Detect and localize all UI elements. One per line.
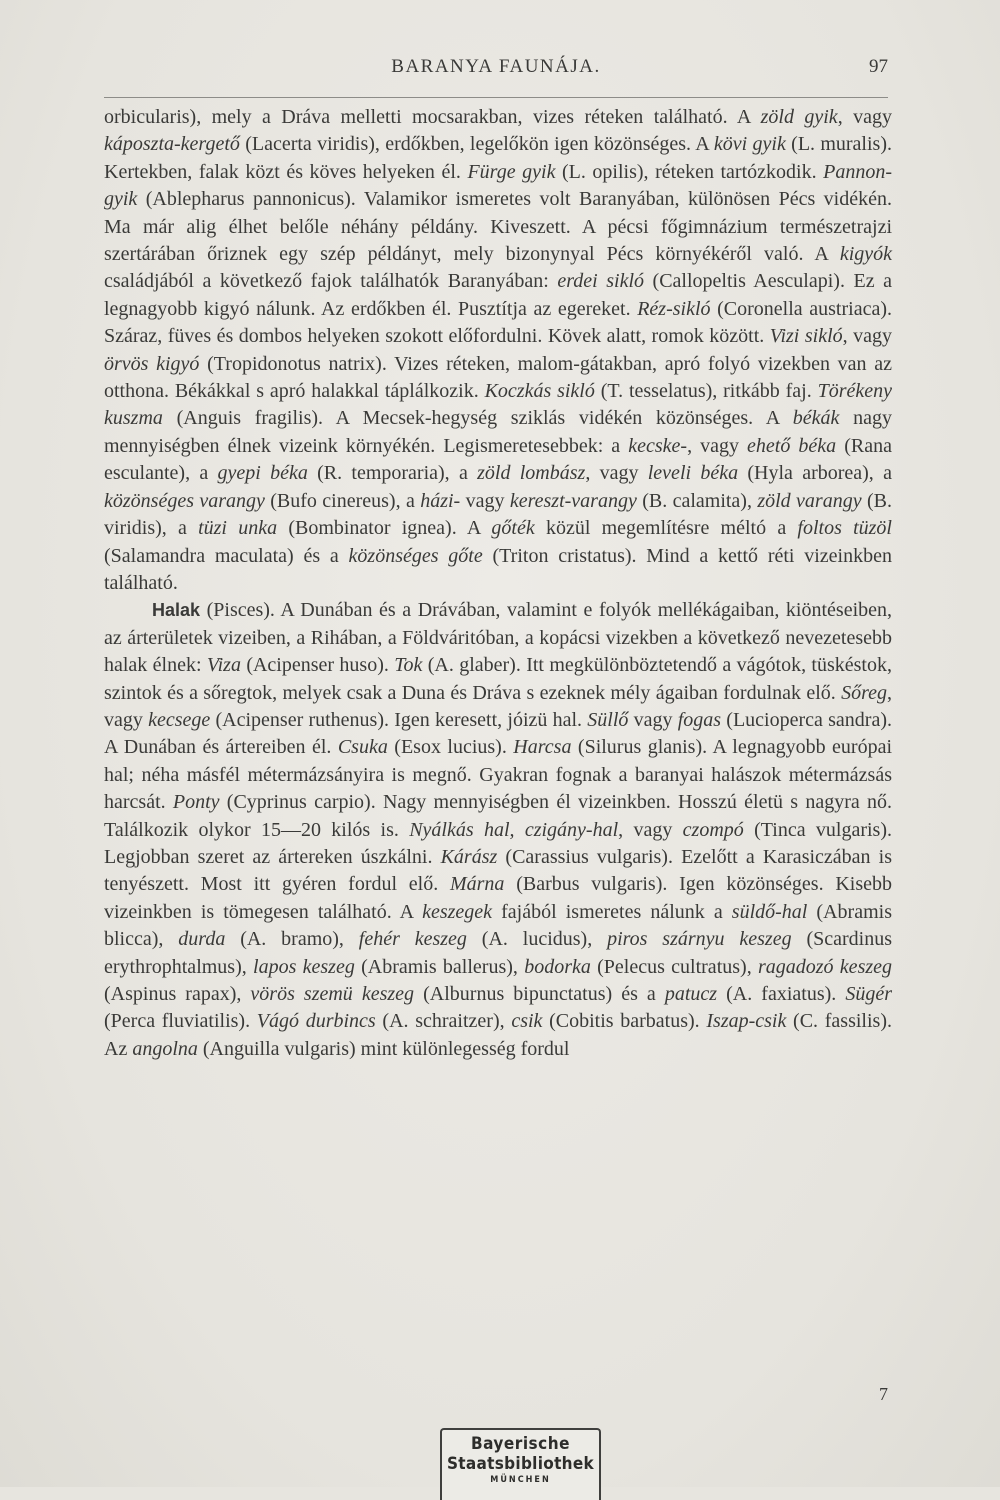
library-stamp [440, 1428, 601, 1500]
signature-mark: 7 [879, 1384, 888, 1404]
paragraph-amphibians-reptiles: orbicularis), mely a Dráva melletti mocsarakban, vizes réteken található. A zöld gyik, vagy káposzta-kergető (Lacerta viridis), erdőkben, legelőkön igen közönséges. A kövi gyik (L. muralis). Kertekben, falak közt és köves helyeken él. Fürge gyik (L. opilis), réteken tartózkodik. Pannon-gyik (Ablepharus pannonicus). Valamikor ismeretes volt Baranyában, különösen Pécs vidékén. Ma már alig élhet belőle néhány példány. Kiveszett. A pécsi főgimnázium természetrajzi szertárában őriznek egy szép példányt, mely bizonynyal Pécs környékéről való. A kigyók családjából a következő fajok találhatók Baranyában: erdei sikló (Callopeltis Aesculapi). Ez a legnagyobb kigyó nálunk. Az erdőkben él. Pusztítja az egereket. Réz-sikló (Coronella austriaca). Száraz, füves és dombos helyeken szokott előfordulni. Kövek alatt, romok között. Vizi sikló, vagy örvös kigyó (Tropidonotus natrix). Vizes réteken, malom-gátakban, apró folyó vizekben van az otthona. Békákkal s apró halakkal táplálkozik. Koczkás sikló (T. tesselatus), ritkább faj. Törékeny kuszma (Anguis fragilis). A Mecsek-hegység sziklás vidékén közönséges. A békák nagy mennyiségben élnek vizeink környékén. Legismeretesebbek: a kecske-, vagy ehető béka (Rana esculante), a gyepi béka (R. temporaria), a zöld lombász, vagy leveli béka (Hyla arborea), a közönséges varangy (Bufo cinereus), a házi- vagy kereszt-varangy (B. calamita), zöld varangy (B. viridis), a tüzi unka (Bombinator ignea). A gőték közül megemlítésre méltó a foltos tüzöl (Salamandra maculata) és a közönséges gőte (Triton cristatus). Mind a kettő réti vizeinkben található. [104, 106, 893, 594]
paragraph-fishes: Halak (Pisces). A Dunában és a Drávában, valamint e folyók mellékágaiban, kiöntéseiben, az árterületek vizeiben, a Rihában, a Földváritóban, a kopácsi vizekben a következő nevezetesebb halak élnek: Viza (Acipenser huso). Tok (A. glaber). Itt megkülönböztetendő a vágótok, tüskéstok, szintok és a sőregtok, melyek csak a Duna és Dráva s ezeknek mély ágaiban fordulnak elő. Sőreg, vagy kecsege (Acipenser ruthenus). Igen keresett, jóizü hal. Süllő vagy fogas (Lucioperca sandra). A Dunában és ártereiben él. Csuka (Esox lucius). Harcsa (Silurus glanis). A legnagyobb európai hal; néha másfél métermázsányira is megnő. Gyakran fognak a baranyai halászok métermázsás harcsát. Ponty (Cyprinus carpio). Nagy mennyiségben él vizeinkben. Hosszú életü s nagyra nő. Találkozik olykor 15—20 kilós is. Nyálkás hal, czigány-hal, vagy czompó (Tinca vulgaris). Legjobban szeret az ártereken úszkálni. Kárász (Carassius vulgaris). Ezelőtt a Karasiczában is tenyészett. Most itt gyéren fordul elő. Márna (Barbus vulgaris). Igen közönséges. Kisebb vizeinkben is tömegesen található. A keszegek fajából ismeretes nálunk a süldő-hal (Abramis blicca), durda (A. bramo), fehér keszeg (A. lucidus), piros szárnyu keszeg (Scardinus erythrophtalmus), lapos keszeg (Abramis ballerus), bodorka (Pelecus cultratus), ragadozó keszeg (Aspinus rapax), vörös szemü keszeg (Alburnus bipunctatus) és a patucz (A. faxiatus). Sügér (Perca fluviatilis). Vágó durbincs (A. schraitzer), csik (Cobitis barbatus). Iszap-csik (C. fassilis). Az angolna (Anguilla vulgaris) mint különlegesség fordul [104, 599, 893, 1060]
running-title: BARANYA FAUNÁJA. [391, 56, 601, 77]
page-number: 97 [869, 56, 888, 77]
stamp-line-3: MÜNCHEN [490, 1475, 551, 1485]
header-rule [104, 97, 888, 98]
stamp-line-2: Staatsbibliothek [446, 1454, 595, 1474]
body-text [104, 104, 892, 1063]
page-header [104, 52, 888, 82]
stamp-line-1: Bayerische [470, 1434, 570, 1454]
section-heading-halak: Halak [152, 600, 201, 621]
